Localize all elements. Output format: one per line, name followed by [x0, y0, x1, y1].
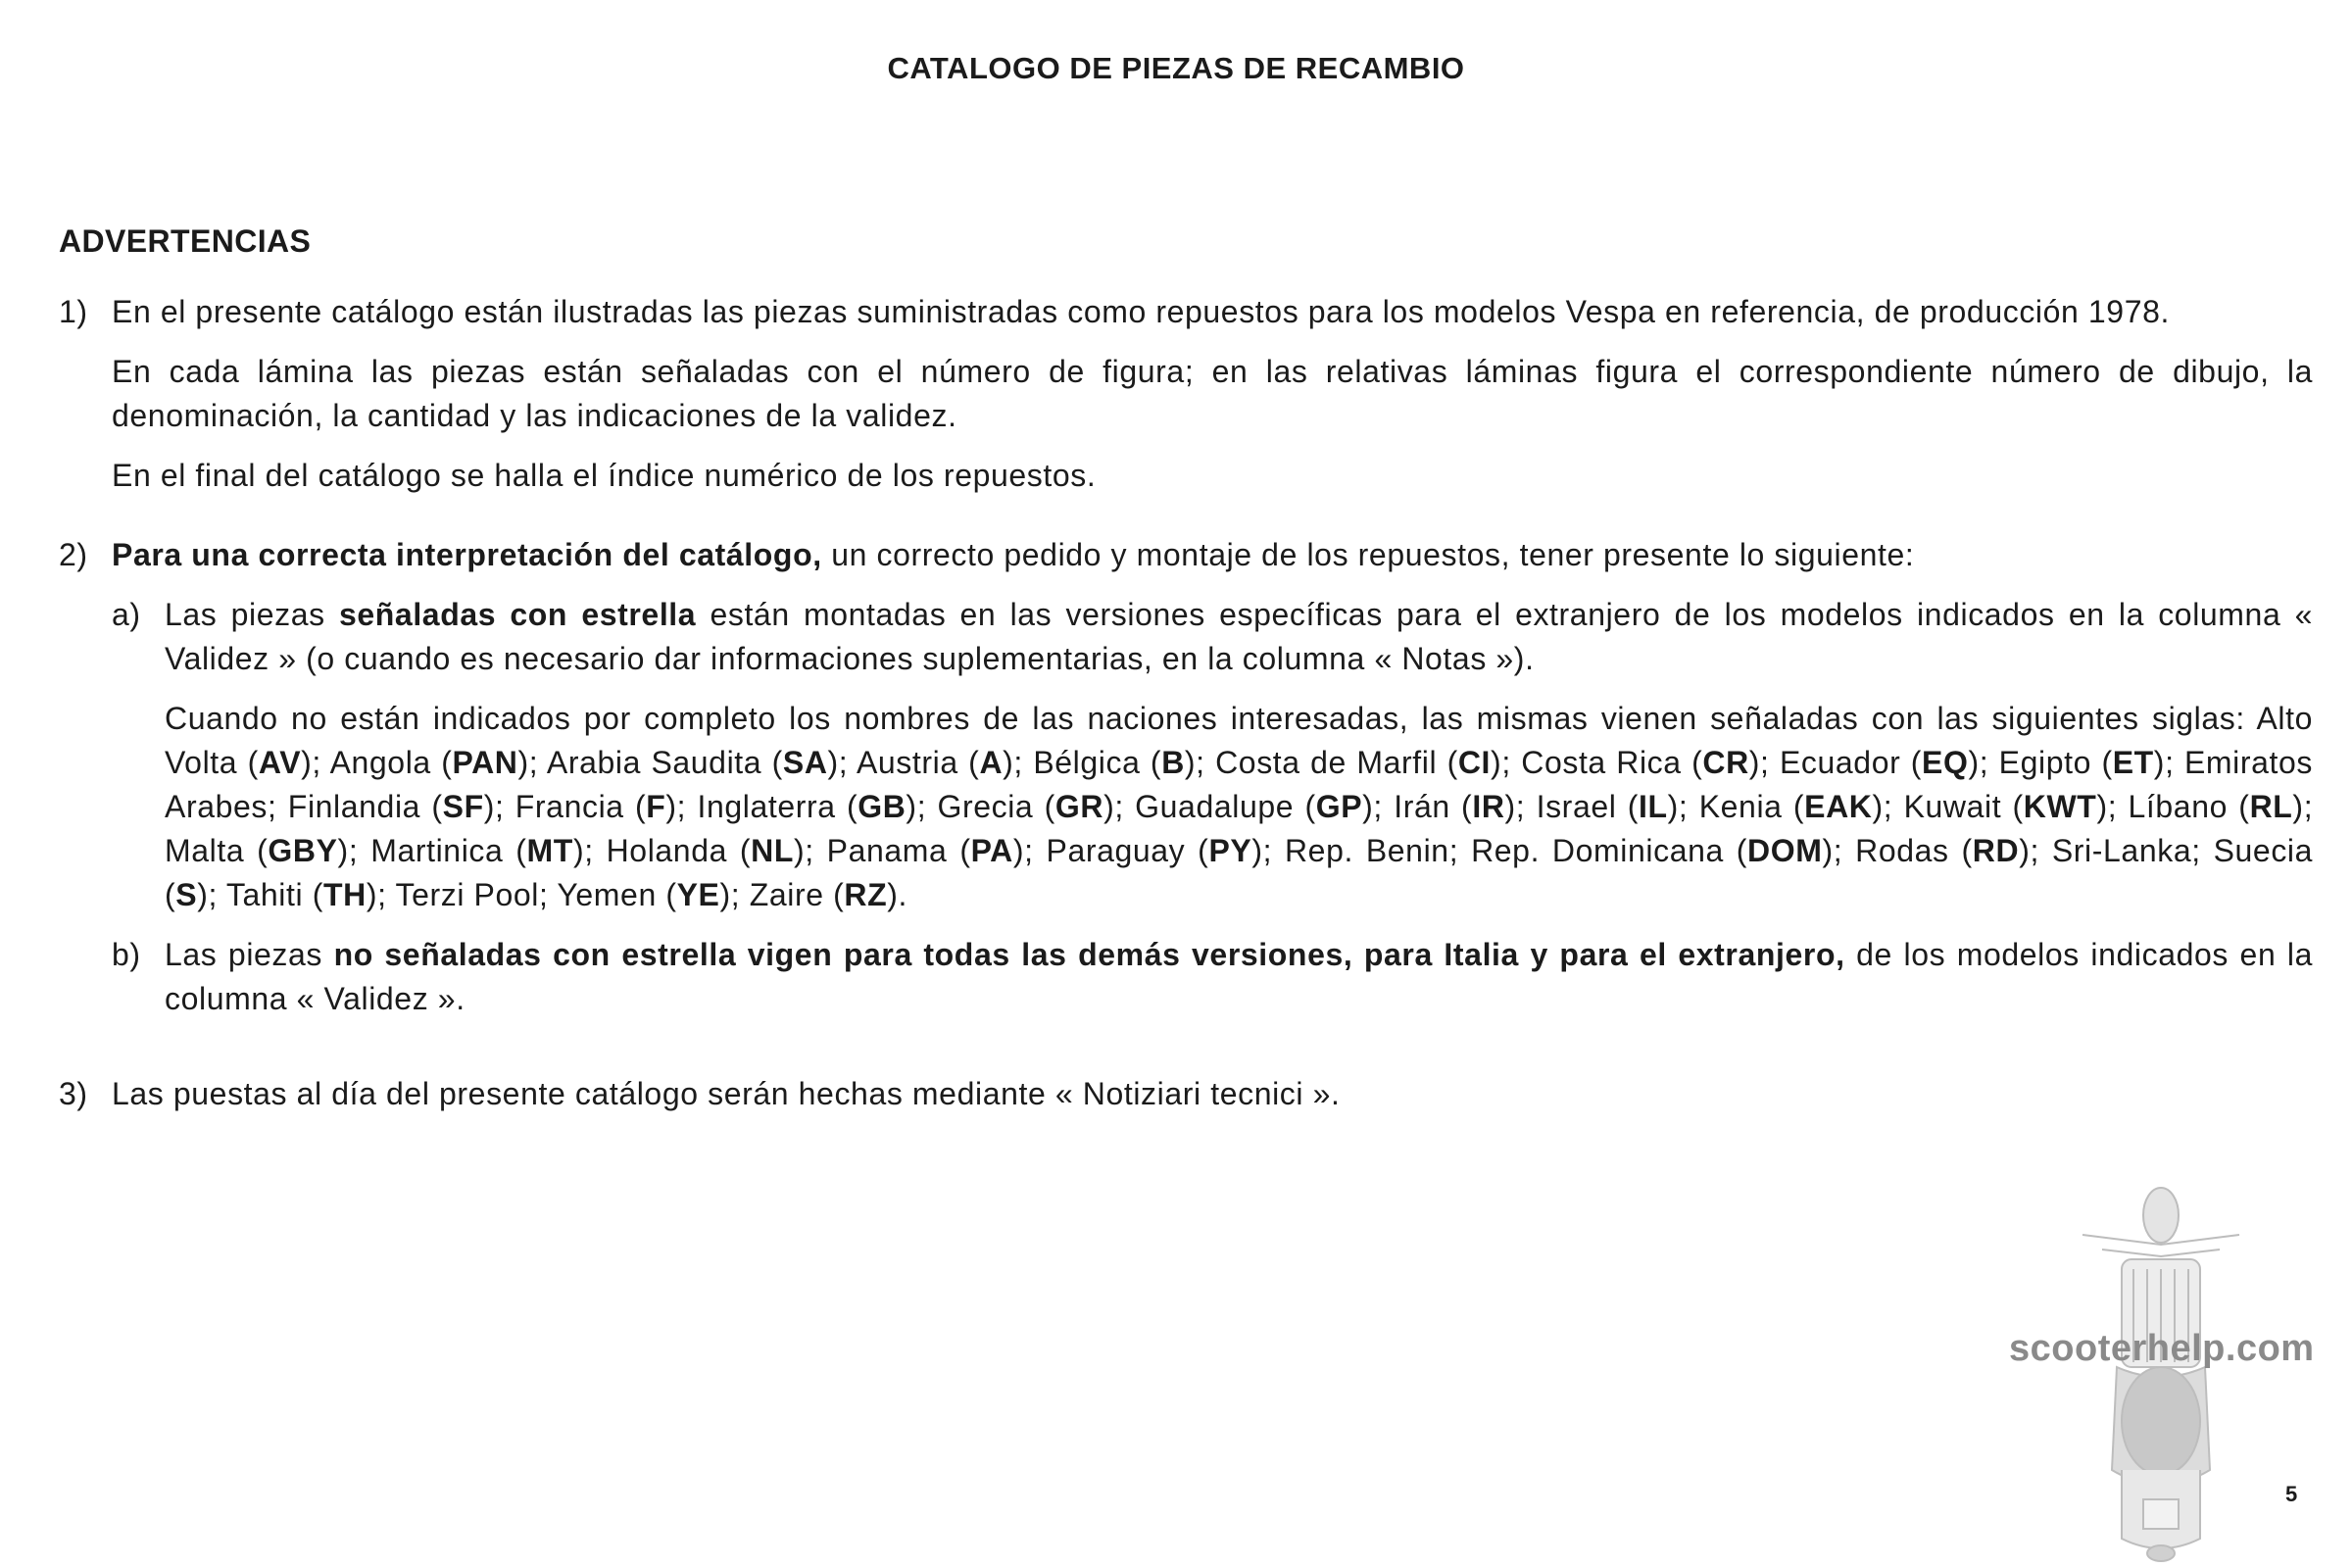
country-entry: Tahiti (TH); [225, 877, 396, 912]
country-name: Costa de Marfil [1215, 745, 1438, 780]
paragraph: En cada lámina las piezas están señaladas con el número de figura; en las relativas láminas figura el correspondiente número de dibujo, la denominación, la cantidad y las indicaciones de la validez. [112, 354, 2313, 433]
country-name: Israel [1536, 789, 1617, 824]
country-entry: Angola (PAN); [329, 745, 547, 780]
country-name: Martinica [370, 833, 504, 868]
country-name: Zaire [749, 877, 824, 912]
country-code: GBY [268, 833, 338, 868]
country-entry: Malta (GBY); [165, 833, 371, 868]
country-entry: Grecia (GR); [937, 789, 1136, 824]
country-name: Bélgica [1033, 745, 1141, 780]
country-code: DOM [1747, 833, 1823, 868]
country-code: YE [676, 877, 720, 912]
country-entry: Bélgica (B); [1033, 745, 1216, 780]
text: Las piezas [165, 597, 339, 632]
country-code: IR [1472, 789, 1505, 824]
country-entry: Zaire (RZ). [749, 877, 908, 912]
country-code: GP [1315, 789, 1363, 824]
country-code: CI [1457, 745, 1492, 780]
country-name: Rep. Benin [1284, 833, 1449, 868]
country-code: S [175, 877, 198, 912]
text: un correcto pedido y montaje de los repuestos, tener presente lo siguiente: [821, 537, 1915, 572]
country-entry: Martinica (MT); [370, 833, 607, 868]
country-code: CR [1702, 745, 1749, 780]
country-name: Austria [856, 745, 958, 780]
country-entry: Ecuador (EQ); [1779, 745, 1999, 780]
country-code: GR [1054, 789, 1104, 824]
country-name: Holanda [606, 833, 727, 868]
country-code: PY [1208, 833, 1252, 868]
country-code: RL [2249, 789, 2293, 824]
paragraph [112, 533, 2313, 577]
item-number: 1) [59, 294, 88, 329]
country-name: Costa Rica [1521, 745, 1682, 780]
country-entry: Arabia Saudita (SA); [546, 745, 857, 780]
country-code: AV [258, 745, 302, 780]
country-entry: Kuwait (KWT); [1903, 789, 2129, 824]
country-entry: Panama (PA); [826, 833, 1047, 868]
country-name: Angola [329, 745, 431, 780]
country-code: EAK [1804, 789, 1873, 824]
sub-item-a [112, 593, 2313, 917]
item-content [112, 290, 2313, 498]
country-code: SF [442, 789, 484, 824]
bold-text: no señaladas con estrella vigen para todas las demás versiones, para Italia y para el extranjero, [333, 937, 1845, 972]
country-entry: Rodas (RD); [1855, 833, 2052, 868]
country-name: Grecia [937, 789, 1034, 824]
country-name: Kuwait [1903, 789, 2002, 824]
country-name: Malta [165, 833, 245, 868]
sub-item-content [165, 593, 2313, 917]
sub-item-content [165, 933, 2313, 1021]
country-name: Finlandia [287, 789, 421, 824]
watermark-text: scooterhelp.com [2009, 1328, 2315, 1369]
country-code: TH [322, 877, 367, 912]
country-entry: Inglaterra (GB); [697, 789, 938, 824]
country-entry: Kenia (EAK); [1698, 789, 1904, 824]
country-name: Egipto [1998, 745, 2092, 780]
paragraph: En el final del catálogo se halla el índice numérico de los repuestos. [112, 458, 1097, 493]
country-code: GB [858, 789, 906, 824]
country-code: EQ [1922, 745, 1969, 780]
country-code: A [979, 745, 1004, 780]
country-entry: Líbano (RL); [2128, 789, 2314, 824]
country-code: B [1161, 745, 1185, 780]
item-number: 3) [59, 1076, 88, 1111]
notice-item-3 [59, 1072, 2313, 1116]
paragraph [165, 933, 2313, 1021]
country-entry: Costa Rica (CR); [1521, 745, 1780, 780]
country-name: Rodas [1855, 833, 1949, 868]
country-name: Emiratos Arabes [165, 745, 2314, 824]
country-entry: Guadalupe (GP); [1135, 789, 1395, 824]
page-title: CATALOGO DE PIEZAS DE RECAMBIO [887, 51, 1465, 85]
text: de los modelos indicados en la columna « Validez ». [165, 937, 2313, 1016]
country-entry: Rep. Dominicana (DOM); [1471, 833, 1856, 868]
country-name: Paraguay [1046, 833, 1186, 868]
section-heading: ADVERTENCIAS [59, 223, 312, 259]
country-code: MT [526, 833, 573, 868]
country-name: Kenia [1698, 789, 1783, 824]
country-entry: Israel (IL); [1536, 789, 1699, 824]
bold-text: señaladas con estrella [338, 597, 697, 632]
country-code: IL [1639, 789, 1668, 824]
country-name: Terzi Pool [395, 877, 539, 912]
sub-item-label: a) [112, 597, 141, 632]
country-code: RZ [844, 877, 888, 912]
country-name: Rep. Dominicana [1471, 833, 1724, 868]
country-name: Guadalupe [1135, 789, 1295, 824]
country-code: NL [751, 833, 794, 868]
country-codes-paragraph [165, 697, 2313, 917]
country-entry: Suecia (S); [165, 833, 2314, 912]
country-entry: Rep. Benin; [1284, 833, 1472, 868]
country-entry: Austria (A); [856, 745, 1034, 780]
country-entry: Alto Volta (AV); [165, 701, 2313, 780]
country-code: RD [1972, 833, 2020, 868]
country-entry: Francia (F); [514, 789, 698, 824]
country-name: Inglaterra [697, 789, 836, 824]
notice-item-2 [59, 533, 2313, 1037]
country-name: Irán [1394, 789, 1450, 824]
paragraph [165, 593, 2313, 681]
text: Las piezas [165, 937, 334, 972]
country-name: Sri-Lanka [2051, 833, 2192, 868]
country-entry: Yemen (YE); [557, 877, 750, 912]
country-name: Líbano [2128, 789, 2228, 824]
bold-text: Para una correcta interpretación del catálogo, [112, 537, 822, 572]
country-code: F [646, 789, 666, 824]
item-content [112, 1072, 2313, 1116]
country-code: KWT [2023, 789, 2097, 824]
country-name: Arabia Saudita [546, 745, 762, 780]
country-entry: Emiratos Arabes; [165, 745, 2314, 824]
notice-item-1 [59, 290, 2313, 498]
country-name: Francia [514, 789, 624, 824]
country-entry: Costa de Marfil (CI); [1215, 745, 1522, 780]
country-entry: Holanda (NL); [606, 833, 827, 868]
country-name: Yemen [557, 877, 657, 912]
paragraph: Las puestas al día del presente catálogo serán hechas mediante « Notiziari tecnici ». [112, 1076, 1341, 1111]
sub-item-b [112, 933, 2313, 1021]
country-entry: Sri-Lanka; [2051, 833, 2214, 868]
page-number: 5 [2285, 1482, 2298, 1506]
sub-item-label: b) [112, 937, 141, 972]
country-code: PA [970, 833, 1013, 868]
text: Cuando no están indicados por completo los nombres de las naciones interesadas, las mismas vienen señaladas con las siguientes siglas: [165, 701, 2257, 736]
country-code: ET [2112, 745, 2154, 780]
country-entry: Paraguay (PY); [1046, 833, 1285, 868]
country-name: Ecuador [1779, 745, 1901, 780]
country-entry: Irán (IR); [1394, 789, 1537, 824]
country-code: SA [782, 745, 828, 780]
item-content [112, 533, 2313, 1037]
country-name: Alto Volta [165, 701, 2313, 780]
item-number: 2) [59, 537, 88, 572]
text: están montadas en las versiones específicas para el extranjero de los modelos indicados en la columna « Validez » (o cuando es necesario dar informaciones suplementarias, en la columna « Notas »). [165, 597, 2313, 676]
country-entry: Egipto (ET); [1998, 745, 2184, 780]
country-code: PAN [452, 745, 518, 780]
country-name: Tahiti [225, 877, 304, 912]
page-body [59, 290, 2313, 1116]
country-entry: Terzi Pool; [395, 877, 558, 912]
country-name: Suecia [2213, 833, 2314, 868]
country-name: Panama [826, 833, 948, 868]
paragraph: En el presente catálogo están ilustradas las piezas suministradas como repuestos para los modelos Vespa en referencia, de producción 1978. [112, 294, 2170, 329]
country-entry: Finlandia (SF); [287, 789, 515, 824]
